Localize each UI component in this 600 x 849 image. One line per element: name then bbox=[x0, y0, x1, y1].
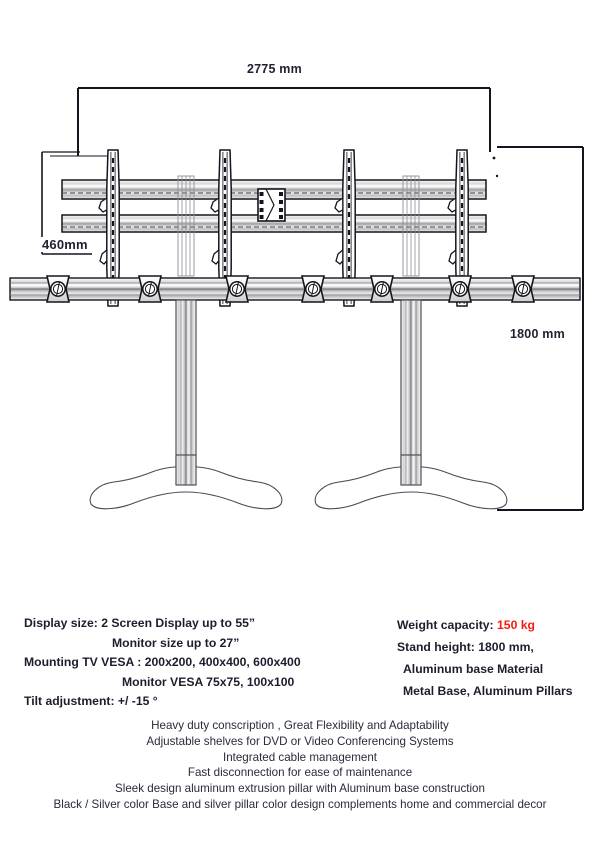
feature-item: Heavy duty conscription , Great Flexibility and Adaptability bbox=[151, 719, 449, 732]
center-connector-block bbox=[258, 189, 285, 221]
spec-display-size: Display size: 2 Screen Display up to 55” bbox=[24, 616, 255, 630]
dimension-label-height: 1800 mm bbox=[510, 327, 565, 341]
rail-clamp-knob bbox=[512, 276, 534, 302]
dimension-label-width: 2775 mm bbox=[247, 62, 302, 76]
adjustable-shelf-rail bbox=[10, 276, 580, 302]
feature-item: Integrated cable management bbox=[222, 750, 378, 764]
rail-clamp-knob bbox=[139, 276, 161, 302]
spec-weight-capacity-label: Weight capacity: bbox=[397, 618, 498, 632]
feature-item: Black / Silver color Base and silver pillar color design complements home and commercial decor bbox=[53, 797, 547, 811]
dimension-overall-width bbox=[50, 88, 490, 156]
rail-clamp-knob bbox=[302, 276, 324, 302]
rail-clamp-knob bbox=[449, 276, 471, 302]
rail-clamp-knob bbox=[226, 276, 248, 302]
specs-left-column bbox=[24, 614, 364, 712]
rail-clamp-knob bbox=[47, 276, 69, 302]
spec-construction: Metal Base, Aluminum Pillars bbox=[403, 684, 573, 698]
feature-item: Adjustable shelves for DVD or Video Conferencing Systems bbox=[146, 734, 454, 748]
spec-tilt-adjustment: Tilt adjustment: +/ -15 ° bbox=[24, 694, 158, 708]
spec-weight-capacity-value: 150 kg bbox=[497, 618, 535, 632]
feature-list bbox=[0, 718, 600, 813]
spec-weight-capacity bbox=[397, 614, 597, 636]
spec-monitor-size: Monitor size up to 27” bbox=[112, 635, 240, 650]
feature-item: Sleek design aluminum extrusion pillar with Aluminum base construction bbox=[115, 782, 485, 796]
feature-item: Fast disconnection for ease of maintenance bbox=[187, 766, 413, 780]
spec-base-material: Aluminum base Material bbox=[403, 662, 544, 676]
rail-clamp-knob bbox=[371, 276, 393, 302]
spec-stand-height: Stand height: 1800 mm, bbox=[397, 640, 534, 654]
dimension-label-depth: 460mm bbox=[42, 237, 88, 252]
specs-right-column bbox=[397, 614, 597, 702]
spec-monitor-vesa: Monitor VESA 75x75, 100x100 bbox=[122, 674, 295, 689]
spec-tv-vesa: Mounting TV VESA : 200x200, 400x400, 600x400 bbox=[24, 655, 301, 669]
